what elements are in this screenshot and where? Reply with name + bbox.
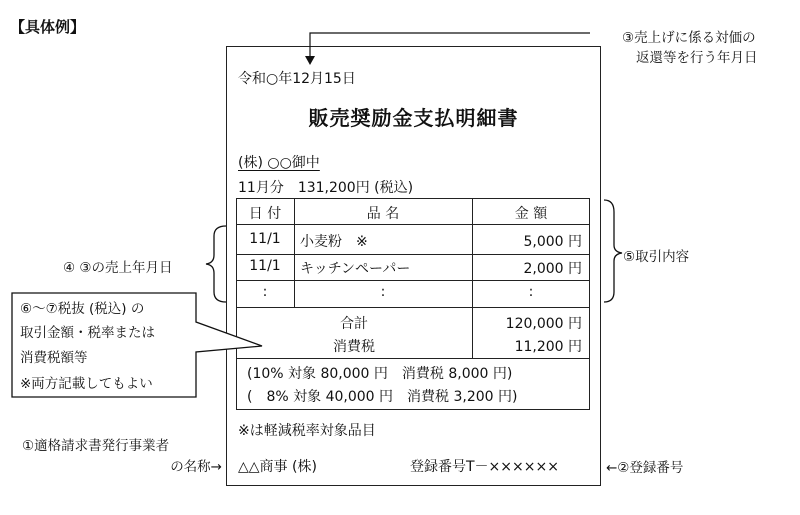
annotation-3-line1: ③売上げに係る対価の xyxy=(622,30,756,46)
annotation-1-line2: の名称→ xyxy=(170,459,222,475)
row-amount: 5,000 円 xyxy=(523,234,582,250)
document-date: 令和○年12月15日 xyxy=(238,71,356,87)
tax-label: 消費税 xyxy=(333,339,375,355)
annotation-1-line1: ①適格請求書発行事業者 xyxy=(22,438,170,454)
header-date: 日 付 xyxy=(248,206,282,222)
example-heading: 【具体例】 xyxy=(10,18,86,36)
row-amount: 2,000 円 xyxy=(523,261,582,277)
row-item: キッチンペーパー xyxy=(300,261,411,277)
header-item: 品 名 xyxy=(366,206,400,222)
breakdown-10pct: (10% 対象 80,000 円 消費税 8,000 円) xyxy=(247,366,513,382)
period-amount: 11月分 131,200円 (税込) xyxy=(238,180,414,196)
header-amount: 金 額 xyxy=(514,206,548,222)
tax-value: 11,200 円 xyxy=(514,339,582,355)
annotation-2: ←②登録番号 xyxy=(606,460,684,476)
document-title: 販売奨励金支払明細書 xyxy=(308,106,519,130)
row-item: 小麦粉 ※ xyxy=(300,234,368,250)
row-amount: : xyxy=(528,284,534,300)
breakdown-8pct: ( 8% 対象 40,000 円 消費税 3,200 円) xyxy=(247,389,518,405)
annotation-4: ④ ③の売上年月日 xyxy=(63,260,173,276)
date-arrow-icon xyxy=(310,33,590,58)
annotation-67-line1: ⑥～⑦税抜 (税込) の xyxy=(20,301,145,317)
row-item: : xyxy=(380,284,386,300)
annotation-5: ⑤取引内容 xyxy=(623,249,690,265)
row-date: : xyxy=(262,284,268,300)
left-brace-icon xyxy=(206,226,226,302)
row-date: 11/1 xyxy=(249,231,281,247)
annotation-67-line4: ※両方記載してもよい xyxy=(20,376,153,392)
arrowhead-icon xyxy=(305,56,315,65)
annotation-67-line2: 取引金額・税率または xyxy=(20,325,155,341)
registration-number: 登録番号T－×××××× xyxy=(410,459,559,475)
total-label: 合計 xyxy=(340,316,368,332)
right-brace-icon xyxy=(604,200,622,302)
reduced-rate-note: ※は軽減税率対象品目 xyxy=(238,423,376,439)
issuer-name: △△商事 (株) xyxy=(238,459,317,475)
annotation-3-line2: 返還等を行う年月日 xyxy=(636,50,758,66)
total-value: 120,000 円 xyxy=(505,316,582,332)
addressee: (株) ○○御中 xyxy=(238,155,320,171)
annotation-67-line3: 消費税額等 xyxy=(20,350,88,366)
row-date: 11/1 xyxy=(249,258,281,274)
